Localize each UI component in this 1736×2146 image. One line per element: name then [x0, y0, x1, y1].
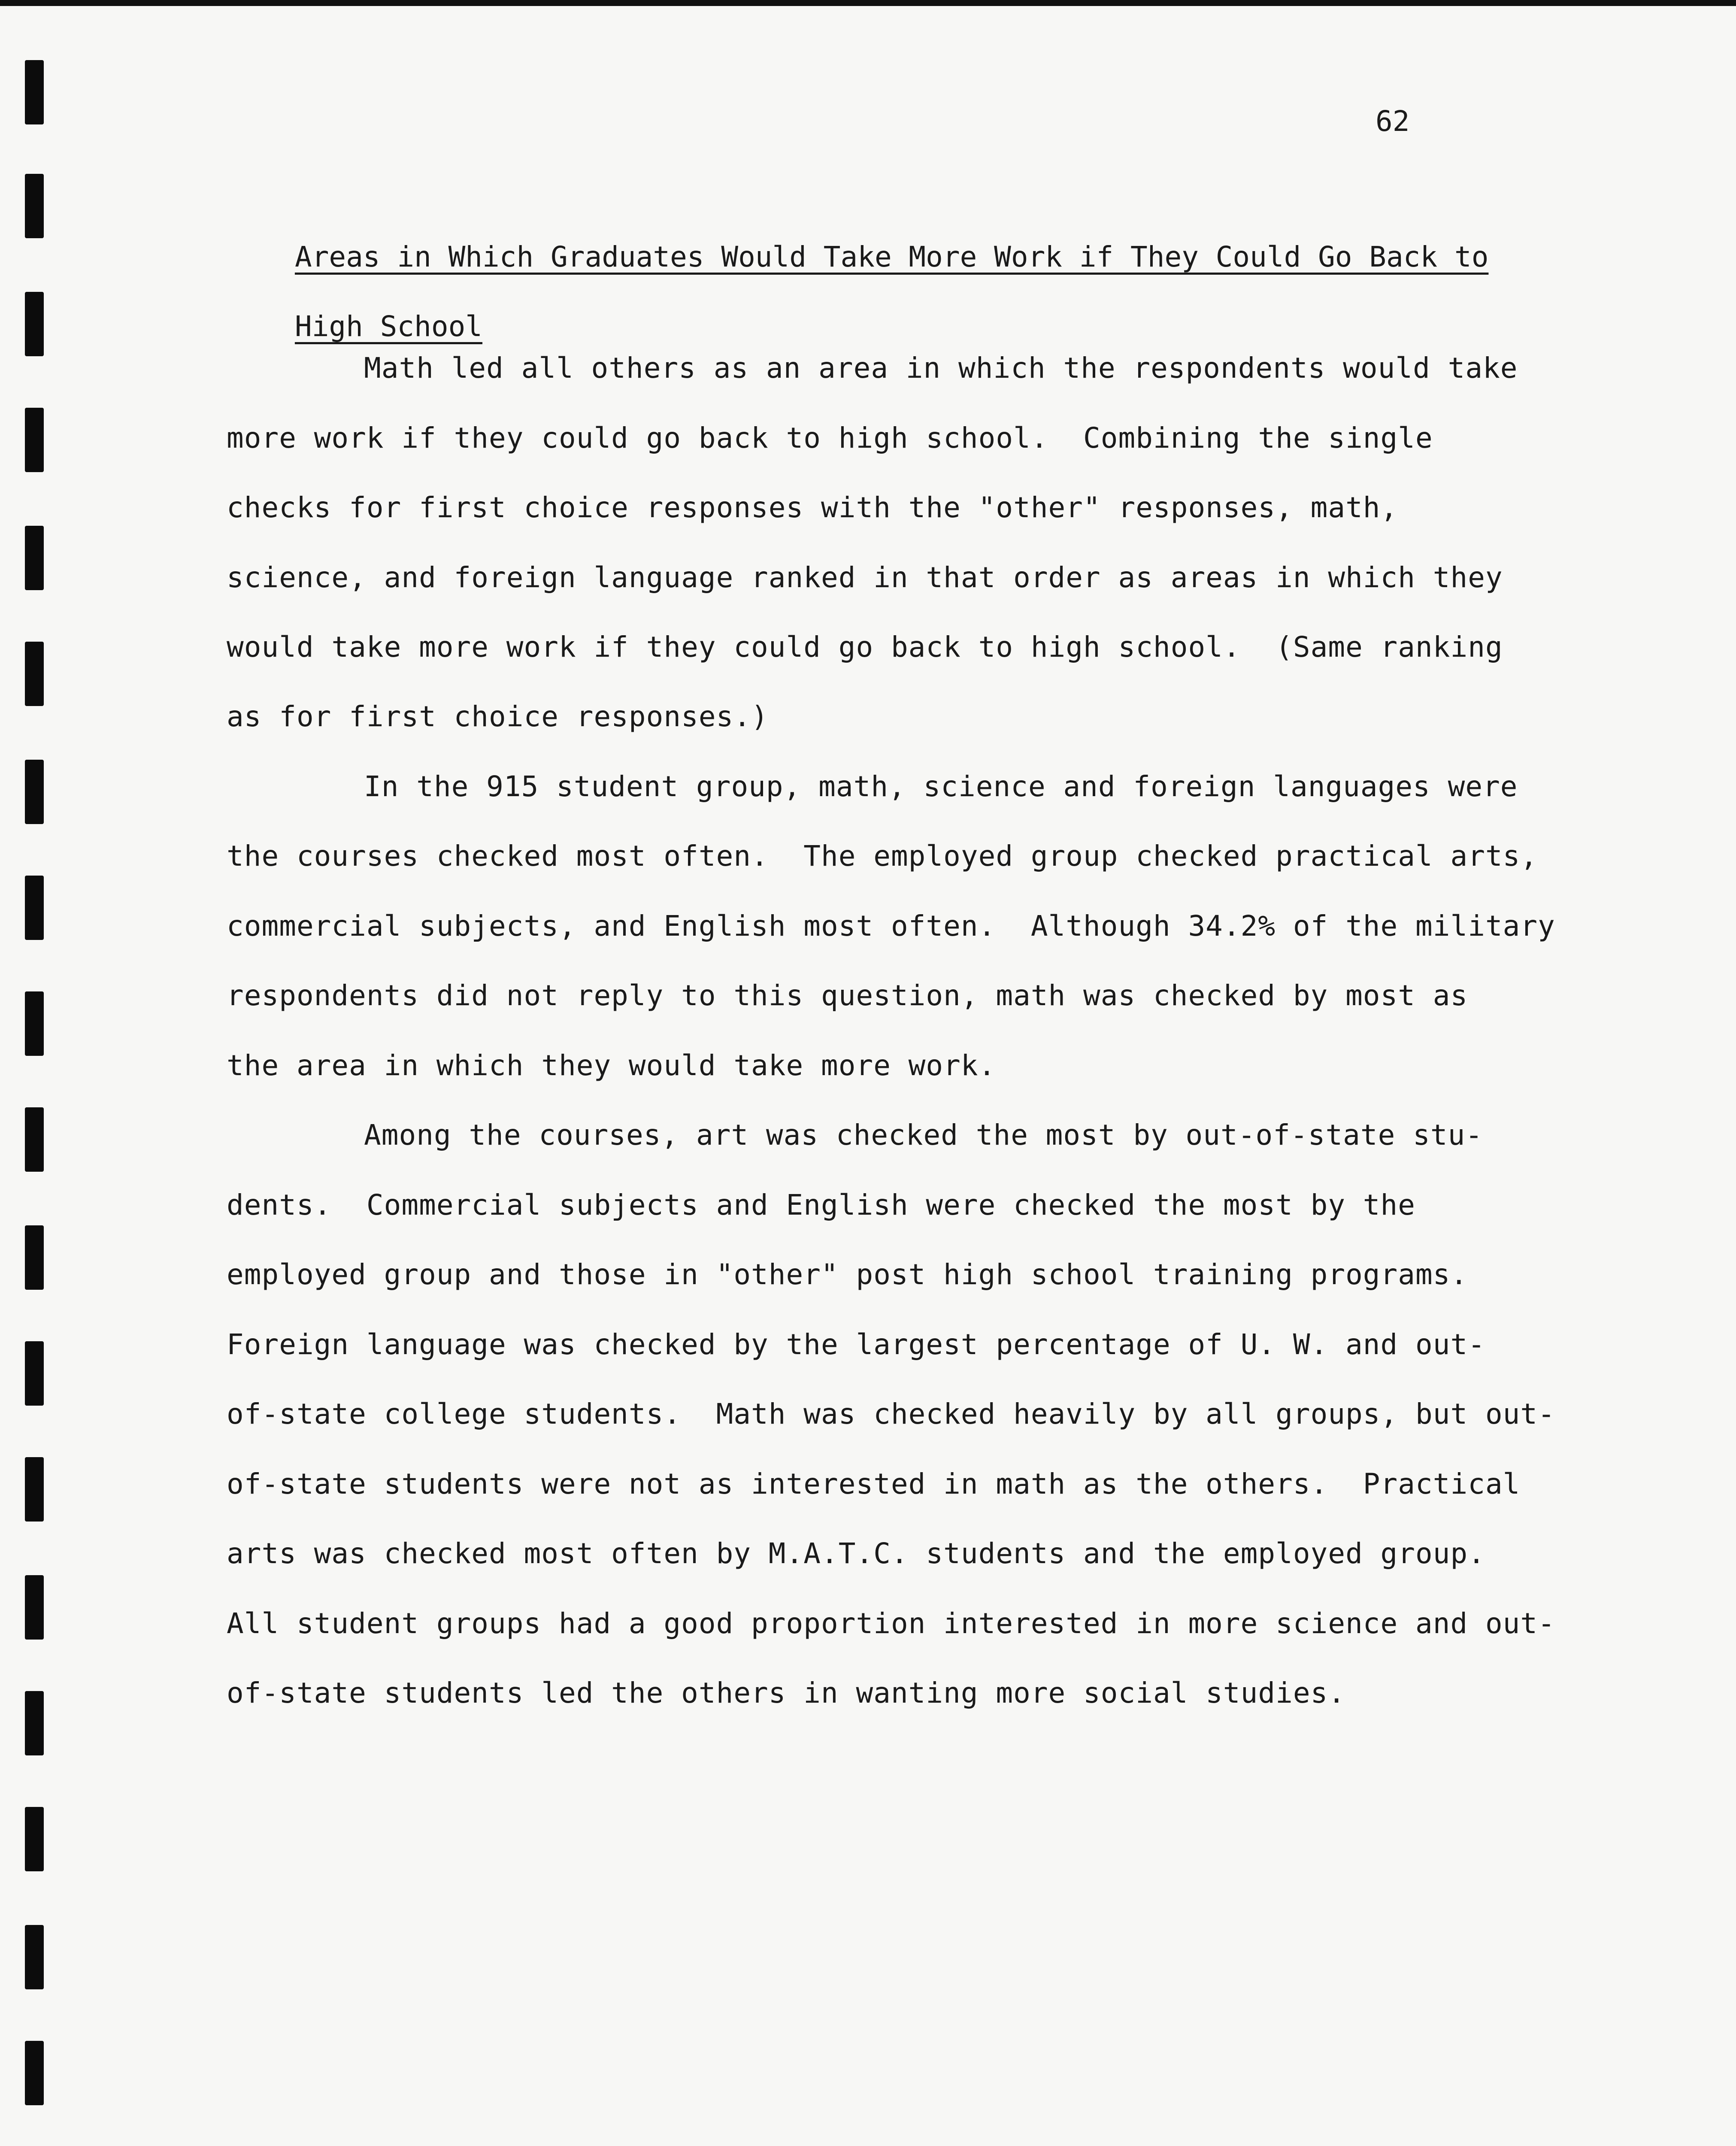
binding-hole — [25, 1341, 44, 1406]
binding-hole — [25, 2041, 44, 2105]
binding-hole — [25, 1575, 44, 1640]
binding-hole — [25, 526, 44, 590]
binding-hole — [25, 991, 44, 1056]
paragraph-3-line-3: employed group and those in "other" post high school training programs. — [227, 1258, 1468, 1291]
binding-hole — [25, 876, 44, 940]
binding-hole — [25, 408, 44, 472]
binding-hole — [25, 60, 44, 124]
binding-holes — [0, 0, 69, 2146]
section-heading-line-1: Areas in Which Graduates Would Take More Work if They Could Go Back to — [294, 240, 1489, 273]
paragraph-2-line-3: commercial subjects, and English most often. Although 34.2% of the military — [227, 909, 1555, 943]
paragraph-3-line-7: arts was checked most often by M.A.T.C. students and the employed group. — [227, 1537, 1485, 1570]
paragraph-3-line-6: of-state students were not as interested in math as the others. Practical — [227, 1467, 1521, 1500]
section-heading-line-2: High School — [294, 310, 483, 343]
paragraph-1-line-1: Math led all others as an area in which the respondents would take — [364, 352, 1518, 385]
paragraph-3-line-2: dents. Commercial subjects and English were checked the most by the — [227, 1188, 1416, 1222]
paragraph-2-line-4: respondents did not reply to this question, math was checked by most as — [227, 979, 1468, 1012]
paragraph-1-line-3: checks for first choice responses with the "other" responses, math, — [227, 491, 1398, 524]
paragraph-2-line-1: In the 915 student group, math, science and foreign languages were — [364, 770, 1518, 803]
binding-hole — [25, 760, 44, 824]
paragraph-1-line-4: science, and foreign language ranked in that order as areas in which they — [227, 561, 1503, 594]
paragraph-3-line-1: Among the courses, art was checked the most by out-of-state stu- — [364, 1118, 1483, 1152]
paragraph-3-line-8: All student groups had a good proportion interested in more science and out- — [227, 1607, 1555, 1640]
binding-hole — [25, 1807, 44, 1871]
paragraph-3-line-5: of-state college students. Math was checked heavily by all groups, but out- — [227, 1397, 1555, 1431]
paragraph-1-line-6: as for first choice responses.) — [227, 700, 769, 733]
paragraph-1-line-5: would take more work if they could go back to high school. (Same ranking — [227, 630, 1503, 664]
paragraph-2-line-5: the area in which they would take more work. — [227, 1049, 996, 1082]
binding-hole — [25, 292, 44, 356]
paragraph-3-line-9: of-state students led the others in wanting more social studies. — [227, 1676, 1346, 1710]
binding-hole — [25, 1925, 44, 1989]
top-edge-rule — [0, 0, 1736, 6]
binding-hole — [25, 1691, 44, 1755]
binding-hole — [25, 642, 44, 706]
paragraph-1-line-2: more work if they could go back to high school. Combining the single — [227, 421, 1433, 455]
paragraph-3-line-4: Foreign language was checked by the largest percentage of U. W. and out- — [227, 1328, 1485, 1361]
paragraph-2-line-2: the courses checked most often. The employed group checked practical arts, — [227, 840, 1538, 873]
binding-hole — [25, 174, 44, 238]
page-number: 62 — [1375, 105, 1410, 138]
binding-hole — [25, 1225, 44, 1290]
binding-hole — [25, 1107, 44, 1172]
binding-hole — [25, 1457, 44, 1522]
